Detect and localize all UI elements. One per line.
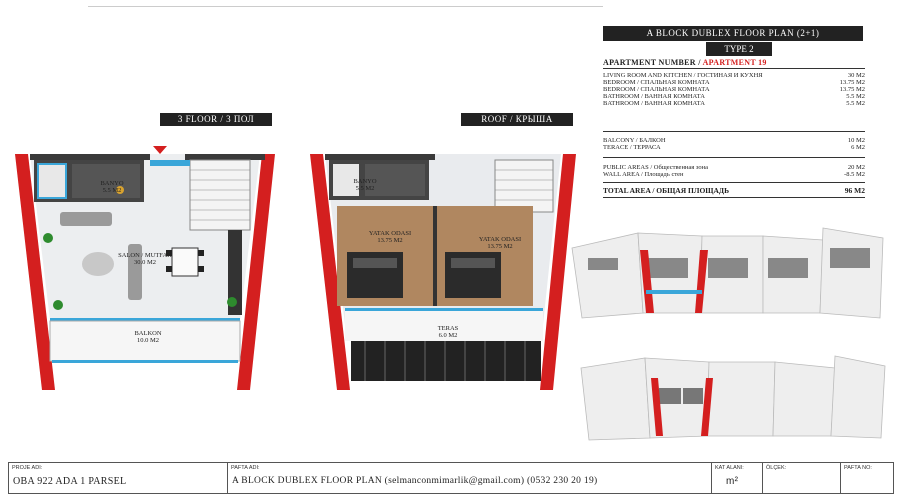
divider xyxy=(603,131,865,132)
title-block xyxy=(8,462,894,494)
apartment-label: APARTMENT NUMBER / xyxy=(603,58,701,67)
pafta-value: A BLOCK DUBLEX FLOOR PLAN (selmanconmimarlik@gmail.com) (0532 230 20 19) xyxy=(232,476,598,486)
kat-label: KAT ALANI: xyxy=(715,465,744,471)
key-plan-upper xyxy=(568,218,888,328)
olcek-label: ÖLÇEK: xyxy=(766,465,787,471)
stairs xyxy=(190,160,250,230)
area-row: BEDROOM / СПАЛЬНАЯ КОМНАТА 13.75 M2 xyxy=(603,86,865,93)
wall xyxy=(325,154,435,160)
kat-value: m² xyxy=(726,476,739,487)
area-row: BEDROOM / СПАЛЬНАЯ КОМНАТА 13.75 M2 xyxy=(603,79,865,86)
pillow xyxy=(353,258,397,268)
pafta-no-label: PAFTA NO: xyxy=(844,465,872,471)
kat-cell xyxy=(712,463,763,493)
balcony-railing xyxy=(52,360,238,363)
total-area: TOTAL AREA / ОБЩАЯ ПЛОЩАДЬ 96 M2 xyxy=(603,186,865,195)
plan-title-banner: A BLOCK DUBLEX FLOOR PLAN (2+1) xyxy=(603,26,863,41)
proje-value: OBA 922 ADA 1 PARSEL xyxy=(13,476,127,487)
plant xyxy=(227,297,237,307)
area-row: WALL AREA / Площадь стен -8.5 M2 xyxy=(603,171,865,178)
shower xyxy=(38,164,66,198)
area-row: BATHROOM / ВАННАЯ КОМНАТА 5.5 M2 xyxy=(603,100,865,107)
terrace-glass xyxy=(345,308,543,311)
floor3-banyo-label: BANYO 5.5 M2 xyxy=(100,180,124,194)
roof-teras-label: TERAS 6.0 M2 xyxy=(437,325,459,339)
roof-banyo-label: BANYO 5.5 M2 xyxy=(353,178,377,192)
apartment-number xyxy=(603,58,767,67)
door-strip xyxy=(150,160,190,166)
apartment-value: APARTMENT 19 xyxy=(702,58,767,67)
floor3-balkon-label: BALKON 10.0 M2 xyxy=(134,330,162,344)
proje-cell xyxy=(9,463,228,493)
pafta-label: PAFTA ADI: xyxy=(231,465,260,471)
key-plan-lower xyxy=(575,348,890,448)
plant xyxy=(43,233,53,243)
roof-yatak1-label: YATAK ODASI 13.75 M2 xyxy=(368,230,412,244)
olcek-cell xyxy=(763,463,841,493)
divider xyxy=(603,157,865,158)
divider xyxy=(603,197,865,198)
pafta-cell xyxy=(228,463,712,493)
area-row: PUBLIC AREAS / Общественная зона 20 M2 xyxy=(603,164,865,171)
area-row: LIVING ROOM AND KITCHEN / ГОСТИНАЯ И КУХНЯ 30 M2 xyxy=(603,72,865,79)
pillow xyxy=(451,258,495,268)
area-row: BALCONY / БАЛКОН 10 M2 xyxy=(603,137,865,144)
sofa xyxy=(60,212,112,226)
partition-wall xyxy=(433,206,437,306)
stairs xyxy=(495,160,553,212)
wall xyxy=(30,154,150,160)
wall xyxy=(185,154,265,160)
divider xyxy=(603,68,865,69)
floor3-title: 3 FLOOR / 3 ПОЛ xyxy=(160,113,272,126)
pafta-no-cell xyxy=(841,463,892,493)
type-banner: TYPE 2 xyxy=(706,42,772,56)
roof-title: ROOF / КРЫША xyxy=(461,113,573,126)
entry-arrow-icon xyxy=(153,146,167,154)
area-row: BATHROOM / ВАННАЯ КОМНАТА 5.5 M2 xyxy=(603,93,865,100)
area-row: TERACE / ТЕРРАСА 6 M2 xyxy=(603,144,865,151)
divider xyxy=(603,182,865,183)
header-rule xyxy=(88,6,603,7)
floor3-salon-label: SALON / MUTFAK 30.0 M2 xyxy=(118,252,172,266)
proje-label: PROJE ADI: xyxy=(12,465,43,471)
plant xyxy=(53,300,63,310)
roof-yatak2-label: YATAK ODASI 13.75 M2 xyxy=(478,236,522,250)
